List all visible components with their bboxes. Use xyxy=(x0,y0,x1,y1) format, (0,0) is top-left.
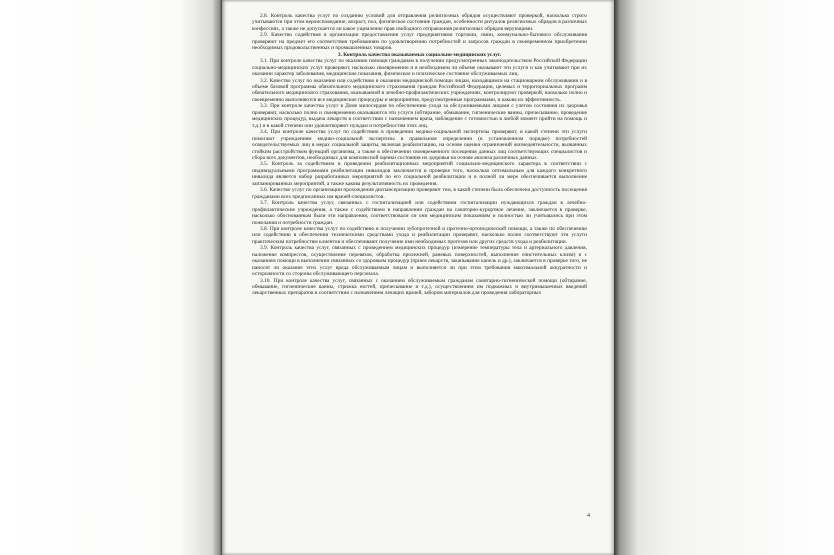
paragraph-3-1: 3.1. При контроле качества услуг по оказанию помощи гражданам в получении предусмотренных законодательством Российской Федерации социально-медицинских услуг проверяют, насколько своевременно и в необходимом ли объеме оказывают эти услуги и как учитывают при их оказании характер заболевания, медицинские показания, физическое и психическое состояние обслуживаемых лиц. xyxy=(252,58,587,78)
paragraph-3-7: 3.7. Контроль качества услуг, связанных с госпитализацией или содействием госпитализации нуждающихся граждан в лечебно-профилактические учреждения, а также с содействием в направлении граждан на санаторно-курортное лечение, заключается в проверке, насколько обоснованным были эти направления, соответствовали ли они медицинским показаниям и полностью ли учитывались при этом пожелания и потребности граждан. xyxy=(252,200,587,226)
paragraph-3-2: 3.2. Качество услуг по оказанию или содействию в оказании медицинской помощи лицам, находящимся на стационарном обслуживании и в объеме базовой программы обязательного медицинского страхования граждан Российской Федерации, целевых и территориальных программ обязательного медицинского страхования, оказываемой в лечебно-профилактических учреждениях, контролируют проверкой, насколько полно и своевременно выполняются все медицинские процедуры и мероприятия, предусмотренные программами, и какова их эффективность. xyxy=(252,77,587,103)
section-heading-3: 3. Контроль качества оказываемых социально-медицинских услуг. xyxy=(337,51,502,58)
paragraph-3-9: 3.9. Контроль качества услуг, связанных с проведением медицинских процедур (измерение температуры тела и артериального давления, наложение компрессов, осуществление перевязок, обработка пролежней, раневых поверхностей, выполнение очистительных клизм) и с оказанием помощи в выполнении связанных со здоровьем процедур (прием лекарств, закапывание капель и др.), заключается в проверке того, не наносят ли оказание этих услуг вреда обслуживаемым лицам и выполняется ли при этом требования максимальной аккуратности и осторожности со стороны обслуживающего персонала. xyxy=(252,245,587,278)
paragraph-2-8: 2.8. Контроль качества услуг по созданию условий для отправления религиозных обрядов осуществляют проверкой, насколько строго учитываются при этом вероисповедание, возраст, пол, физическое состояние граждан, особенности ритуалов религиозных обрядов в различных конфессиях, а также не допускается ли какое ущемление прав свободного отправления религиозных обрядов верующими. xyxy=(252,13,587,32)
document-page xyxy=(222,0,614,555)
background-right xyxy=(614,0,834,555)
paragraph-3-5: 3.5. Контроль за содействием в проведении реабилитационных мероприятий социально-медицинского характера в соответствии с индивидуальными программами реабилитации инвалидов заключается в проверке того, насколько оптимальным для каждого конкретного инвалида является набор разработанных мероприятий по его социальной реабилитации и в полной ли мере обеспечивается выполнение запланированных мероприятий, а также какова результативность их проведения. xyxy=(252,161,587,187)
paragraph-3-6: 3.6. Качество услуг по организации прохождения диспансеризации проверяют тем, в какой степени была обеспечена доступность посещения гражданами всех предписанных им врачей-специалистов. xyxy=(252,187,587,200)
paragraph-3-8: 3.8. При контроле качества услуг по содействию в получении зубопротезной и протезно-ортопедической помощи, а также по обеспечению или содействию в обеспечении техническими средствами ухода и реабилитации проверяют, насколько полно соответствуют эти услуги практическим потребностям клиентов и обеспечивают получение ими необходимых протезов или других средств ухода и реабилитации. xyxy=(252,225,587,245)
page-number: 4 xyxy=(587,513,590,519)
paragraph-2-9: 2.9. Качество содействия в организации предоставления услуг предприятиями торговли, связи, коммунально-бытового обслуживания проверяют на предмет его соответствия требованиям по удовлетворению потребностей и запросов граждан в своевременном приобретении необходимых продовольственных и промышленных товаров. xyxy=(252,32,587,52)
background-left xyxy=(0,0,222,555)
paragraph-3-10: 3.10. При контроле качества услуг, связанных с оказанием обслуживаемым гражданам санитарно-гигиенической помощи (обтирание, обмывание, гигиенические ванны, стрижка ногтей, причесывание и т.д.), осуществлением им подкожных и внутримышечных введений лекарственных препаратов в соответствии с назначением лечащих врачей, забором материалов для проведения лабораторных xyxy=(252,277,587,297)
paragraph-3-3: 3.3. При контроле качества услуг в Доме милосердия по обеспечению ухода за обслуживаемыми лицами с учетом состояния их здоровья проверяют, насколько полно и своевременно оказываются эти услуги (обтирание, обмывание, гигиенические ванны, причесывание, проведение медицинских процедур, выдача лекарств в соответствии с назначением врача, наблюдение с готовностью в любой момент прийти на помощь и т.д.) и в какой степени они удовлетворяют нуждам и потребностям этих лиц. xyxy=(252,103,587,129)
paragraph-3-4: 3.4. При контроле качества услуг по содействию в проведении медико-социальной экспертизы проверяют, в какой степени эти услуги помогают учреждениям медико-социальной экспертизы в правильном определении (в установленном порядке) потребностей освидетельствуемых лиц в мерах социальной защиты, включая реабилитацию, на основе оценки ограничений жизнедеятельности, вызванных стойким расстройством функций организма, а также в обеспечении своевременного посещения данных лиц соответствующих специалистов и сбора всех документов, необходимых для комплексной оценки состояния их здоровья на основе анализа различных данных. xyxy=(252,129,587,161)
document-body xyxy=(252,13,587,297)
